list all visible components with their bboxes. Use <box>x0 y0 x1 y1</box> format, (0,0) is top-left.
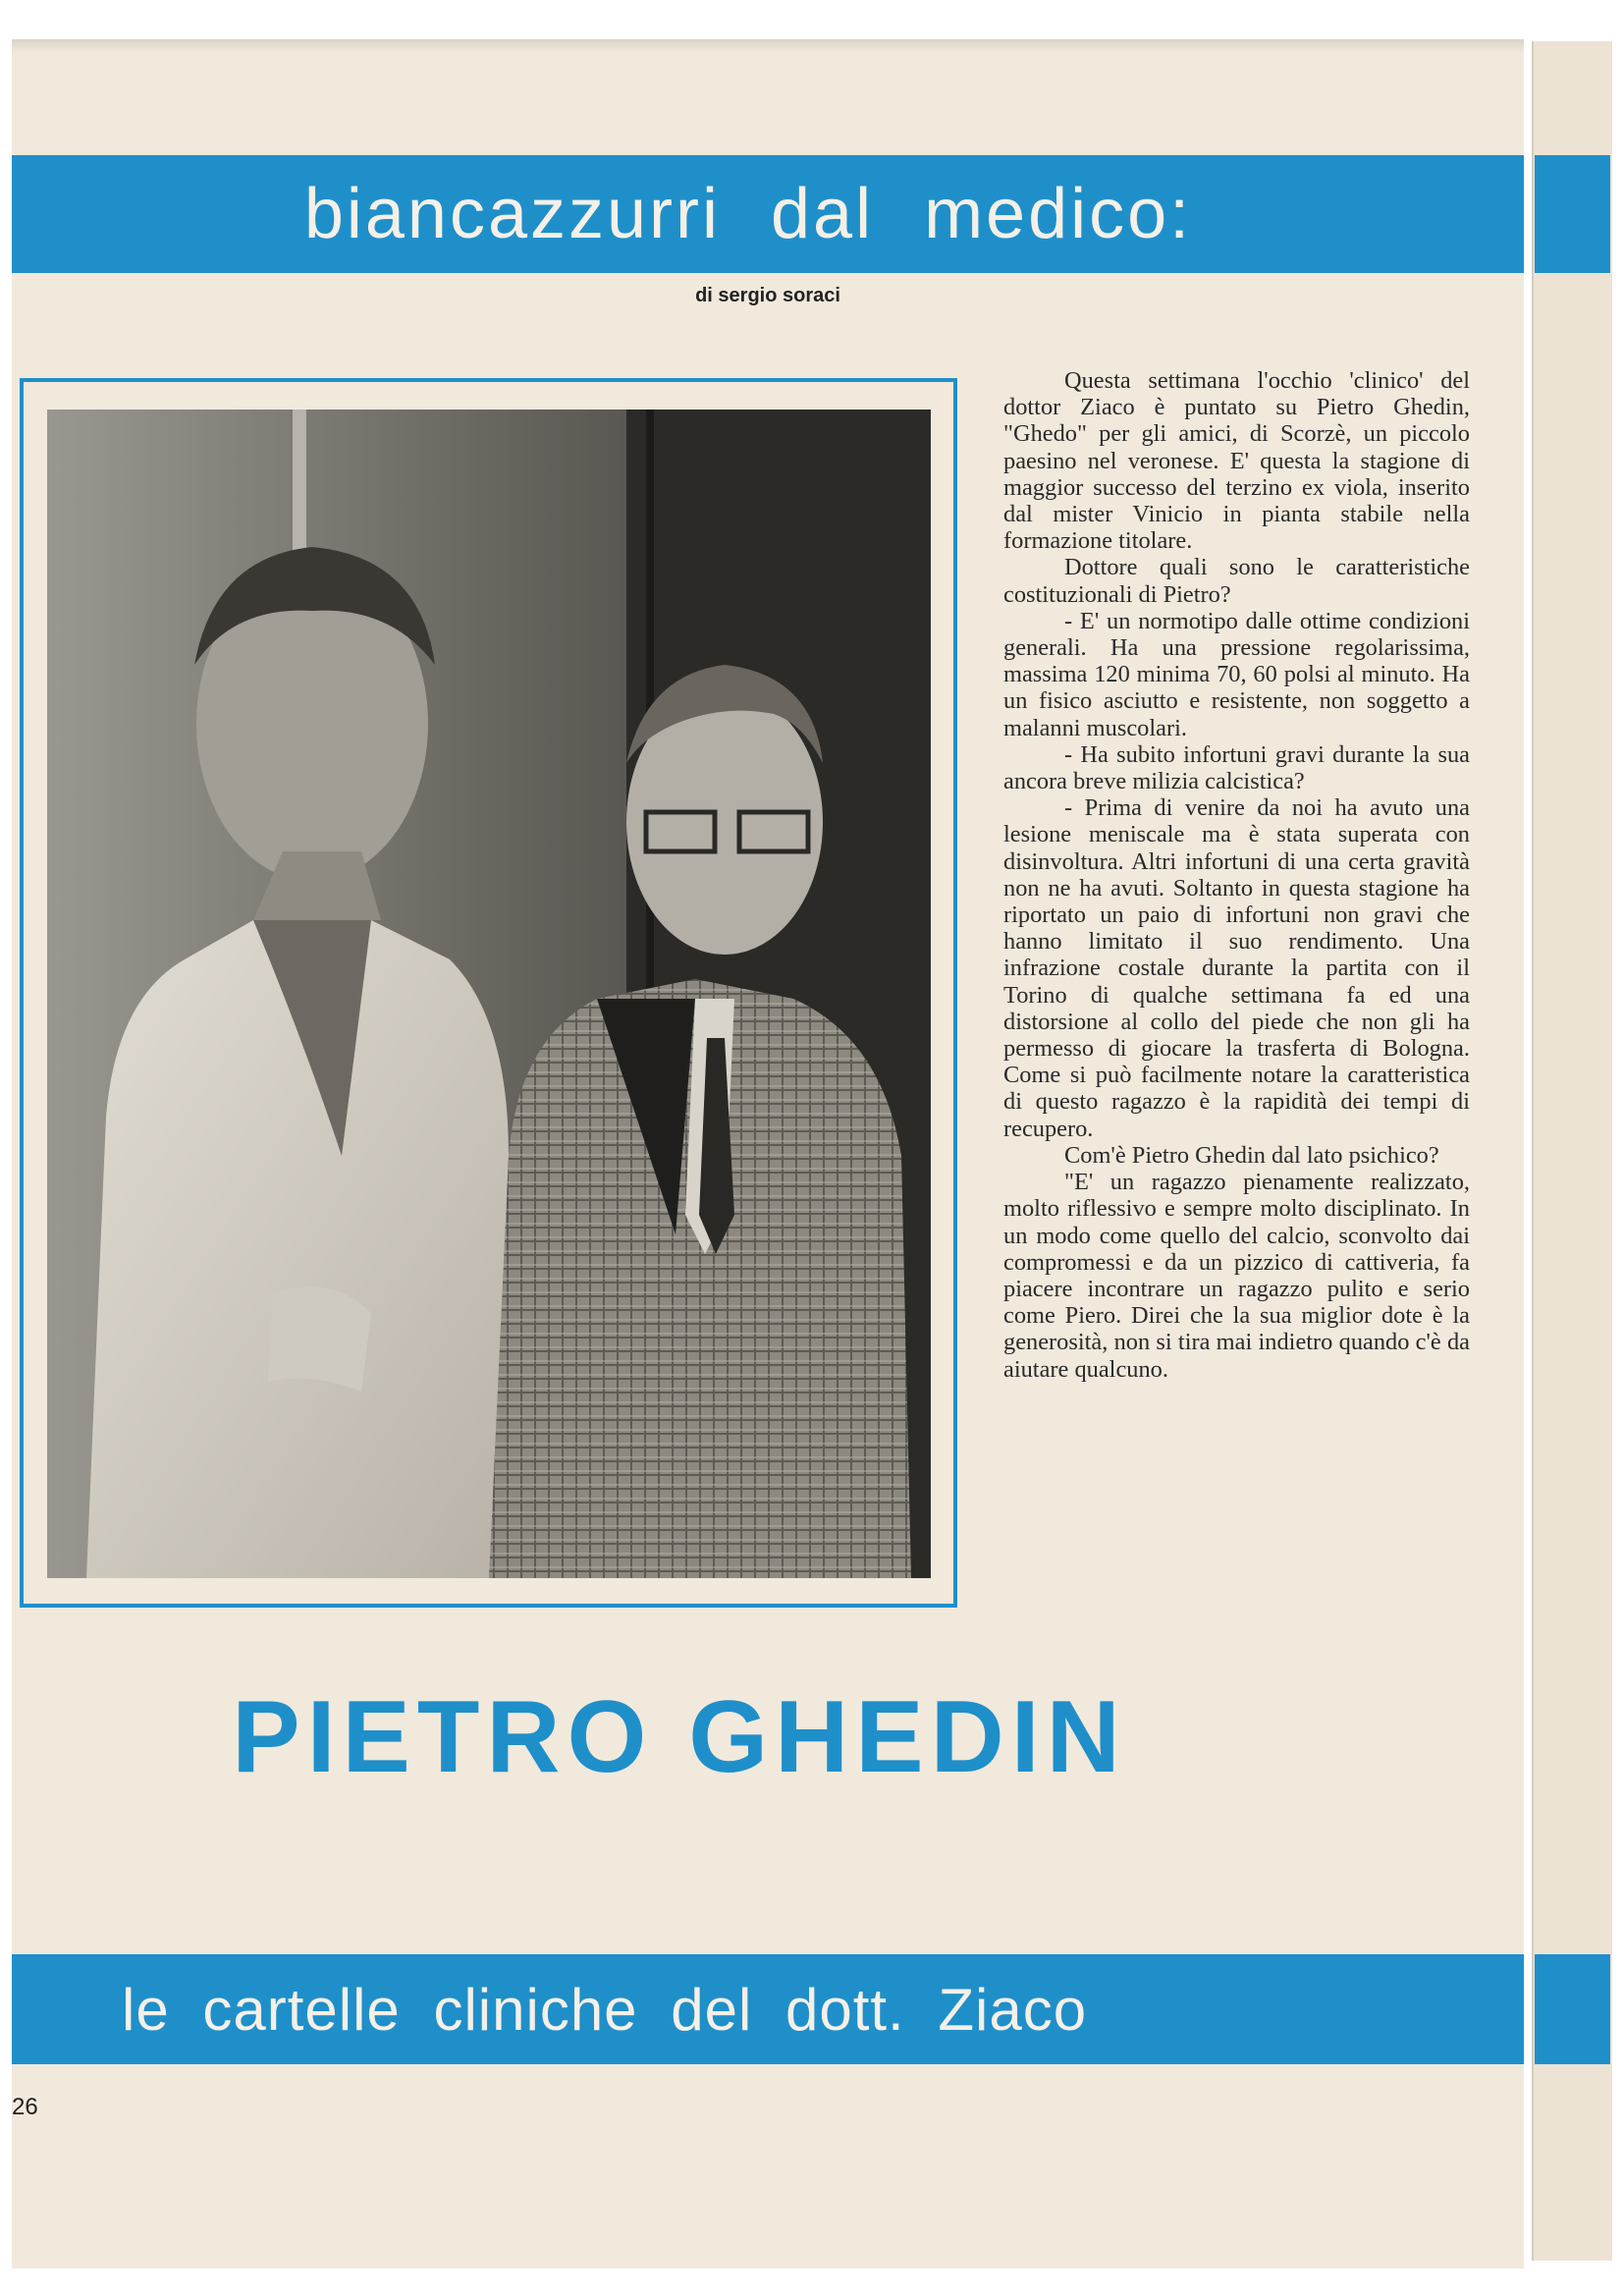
adjacent-page-band-bottom <box>1535 1954 1610 2064</box>
adjacent-page-band-top <box>1535 155 1610 273</box>
photo-player-and-doctor <box>47 410 931 1578</box>
article-paragraph: - Prima di venire da noi ha avuto una lesione meniscale ma è stata superata con disinvoltura. Altri infortuni di una certa gravità non ne ha avuti. Soltanto in questa stagione ha riportato un paio di infortuni non gravi che hanno limitato il suo rendimento. Una infrazione costale durante la partita con il Torino di qualche settimana fa ed una distorsione al collo del piede che non gli ha permesso di giocare la trasferta di Bologna. Come si può facilmente notare la caratteristica di questo ragazzo è la rapidità dei tempi di recupero. <box>1003 794 1470 1142</box>
article-paragraph: - E' un normotipo dalle ottime condizioni generali. Ha una pressione regolarissima, massima 120 minima 70, 60 polsi al minuto. Ha un fisico asciutto e resistente, non soggetto a malanni muscolari. <box>1003 607 1470 741</box>
header-title: biancazzurri dal medico: <box>303 175 1193 253</box>
photo-frame <box>20 378 957 1608</box>
article-paragraph: Dottore quali sono le caratteristiche costituzionali di Pietro? <box>1003 554 1470 608</box>
page-number: 26 <box>12 2094 38 2120</box>
footer-subtitle: le cartelle cliniche del dott. Ziaco <box>122 1976 1088 2043</box>
article-paragraph: Questa settimana l'occhio 'clinico' del dottor Ziaco è puntato su Pietro Ghedin, "Ghedo" per gli amici, di Scorzè, un piccolo paesino nel veronese. E' questa la stagione di maggior successo del terzino ex viola, inserito dal mister Vinicio in pianta stabile nella formazione titolare. <box>1003 367 1470 555</box>
byline: di sergio soraci <box>695 285 840 306</box>
footer-band <box>12 1954 1524 2064</box>
adjacent-page-edge <box>1532 41 1612 2261</box>
headline: PIETRO GHEDIN <box>232 1680 1127 1794</box>
article-paragraph: "E' un ragazzo pienamente realizzato, molto riflessivo e sempre molto disciplinato. In un modo come quello del calcio, sconvolto dai compromessi e da un pizzico di cattiveria, fa piacere incontrare un ragazzo pulito e serio come Piero. Direi che la sua miglior dote è la generosità, non si tira mai indietro quando c'è da aiutare qualcuno. <box>1003 1169 1470 1383</box>
article-paragraph: - Ha subito infortuni gravi durante la sua ancora breve milizia calcistica? <box>1003 740 1470 795</box>
article-body <box>1003 367 1470 1383</box>
article-paragraph: Com'è Pietro Ghedin dal lato psichico? <box>1064 1141 1439 1169</box>
